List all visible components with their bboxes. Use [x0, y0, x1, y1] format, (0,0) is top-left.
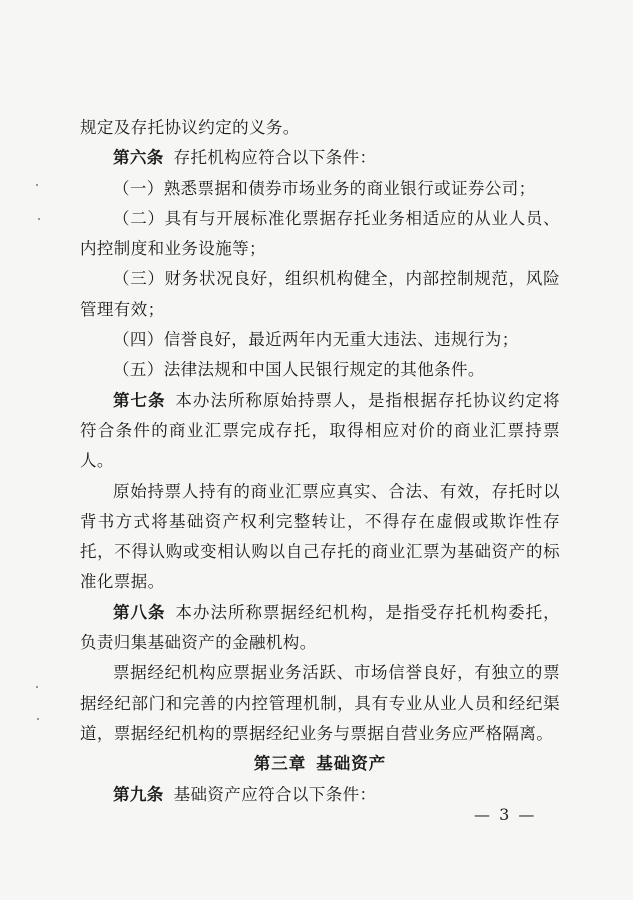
article-number: 第七条: [113, 390, 166, 410]
body-paragraph: [80, 174, 560, 204]
scan-speck: [38, 218, 40, 220]
chapter-title: 基础资产: [316, 754, 387, 774]
scan-speck: [36, 686, 38, 688]
article-paragraph: [80, 386, 560, 477]
paragraph-text: （二）具有与开展标准化票据存托业务相适应的从业人员、内控制度和业务设施等；: [80, 208, 560, 259]
body-paragraph: [80, 264, 560, 325]
page-number: — 3 —: [474, 805, 537, 824]
paragraph-text: 存托机构应符合以下条件：: [173, 148, 377, 168]
body-paragraph: [80, 477, 560, 598]
paragraph-text: （五）法律法规和中国人民银行规定的其他条件。: [113, 360, 485, 380]
body-paragraph: [80, 113, 560, 143]
chapter-heading: [80, 749, 560, 779]
paragraph-text: 原始持票人持有的商业汇票应真实、合法、有效，存托时以背书方式将基础资产权利完整转让，不得存在虚假或欺诈性存托，不得认购或变相认购以自己存托的商业汇票为基础资产的标准化票据。: [80, 481, 560, 592]
document-body: [80, 113, 560, 810]
paragraph-text: 规定及存托协议约定的义务。: [80, 118, 300, 137]
paragraph-text: 本办法所称原始持票人，是指根据存托协议约定将符合条件的商业汇票完成存托，取得相应对价的商业汇票持票人。: [80, 390, 560, 471]
body-paragraph: [80, 658, 560, 749]
article-number: 第九条: [113, 784, 164, 804]
scan-speck: [37, 718, 39, 720]
article-paragraph: [80, 143, 560, 173]
scan-speck: [36, 184, 38, 186]
paragraph-text: （三）财务状况良好，组织机构健全，内部控制规范，风险管理有效；: [80, 269, 560, 319]
paragraph-text: 票据经纪机构应票据业务活跃、市场信誉良好，有独立的票据经纪部门和完善的内控管理机制，具有专业从业人员和经纪渠道，票据经纪机构的票据经纪业务与票据自营业务应严格隔离。: [80, 663, 560, 743]
body-paragraph: [80, 204, 560, 265]
article-number: 第八条: [113, 602, 166, 622]
body-paragraph: [80, 325, 560, 355]
chapter-number: 第三章: [253, 754, 307, 774]
paragraph-text: （一）熟悉票据和债券市场业务的商业银行或证券公司；: [113, 178, 536, 198]
paragraph-text: 本办法所称票据经纪机构，是指受存托机构委托，负责归集基础资产的金融机构。: [80, 602, 560, 653]
article-number: 第六条: [113, 148, 164, 168]
paragraph-list: [80, 113, 560, 749]
paragraph-text: （四）信誉良好，最近两年内无重大违法、违规行为；: [113, 330, 519, 350]
article-paragraph: [80, 598, 560, 659]
body-paragraph: [80, 355, 560, 385]
paragraph-text: 基础资产应符合以下条件：: [173, 784, 377, 804]
